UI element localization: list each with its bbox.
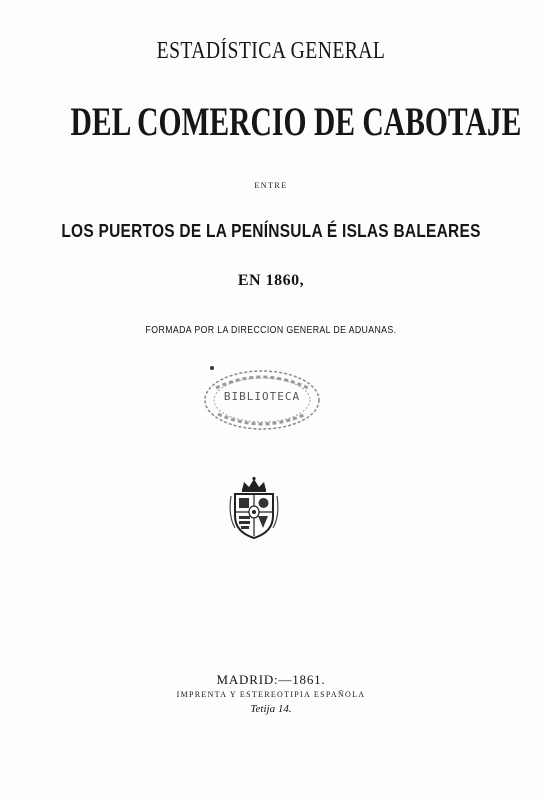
imprint-address: Tetija 14.	[250, 703, 292, 715]
title-line-2: DEL COMERCIO DE CABOTAJE	[70, 99, 522, 144]
subtitle: LOS PUERTOS DE LA PENÍNSULA É ISLAS BALEARES	[61, 221, 481, 241]
stamp-text: BIBLIOTECA	[223, 390, 301, 403]
royal-coat-of-arms-icon	[225, 476, 283, 540]
imprint-place-date: MADRID:—1861.	[216, 672, 326, 687]
imprint-printer: IMPRENTA Y ESTEREOTIPIA ESPAÑOLA	[176, 690, 366, 699]
author-line: FORMADA POR LA DIRECCION GENERAL DE ADUANAS.	[145, 325, 397, 336]
library-stamp	[202, 368, 322, 432]
year-line: EN 1860,	[237, 272, 305, 289]
connector-word: ENTRE	[254, 181, 288, 190]
title-line-1: ESTADÍSTICA GENERAL	[156, 38, 386, 64]
